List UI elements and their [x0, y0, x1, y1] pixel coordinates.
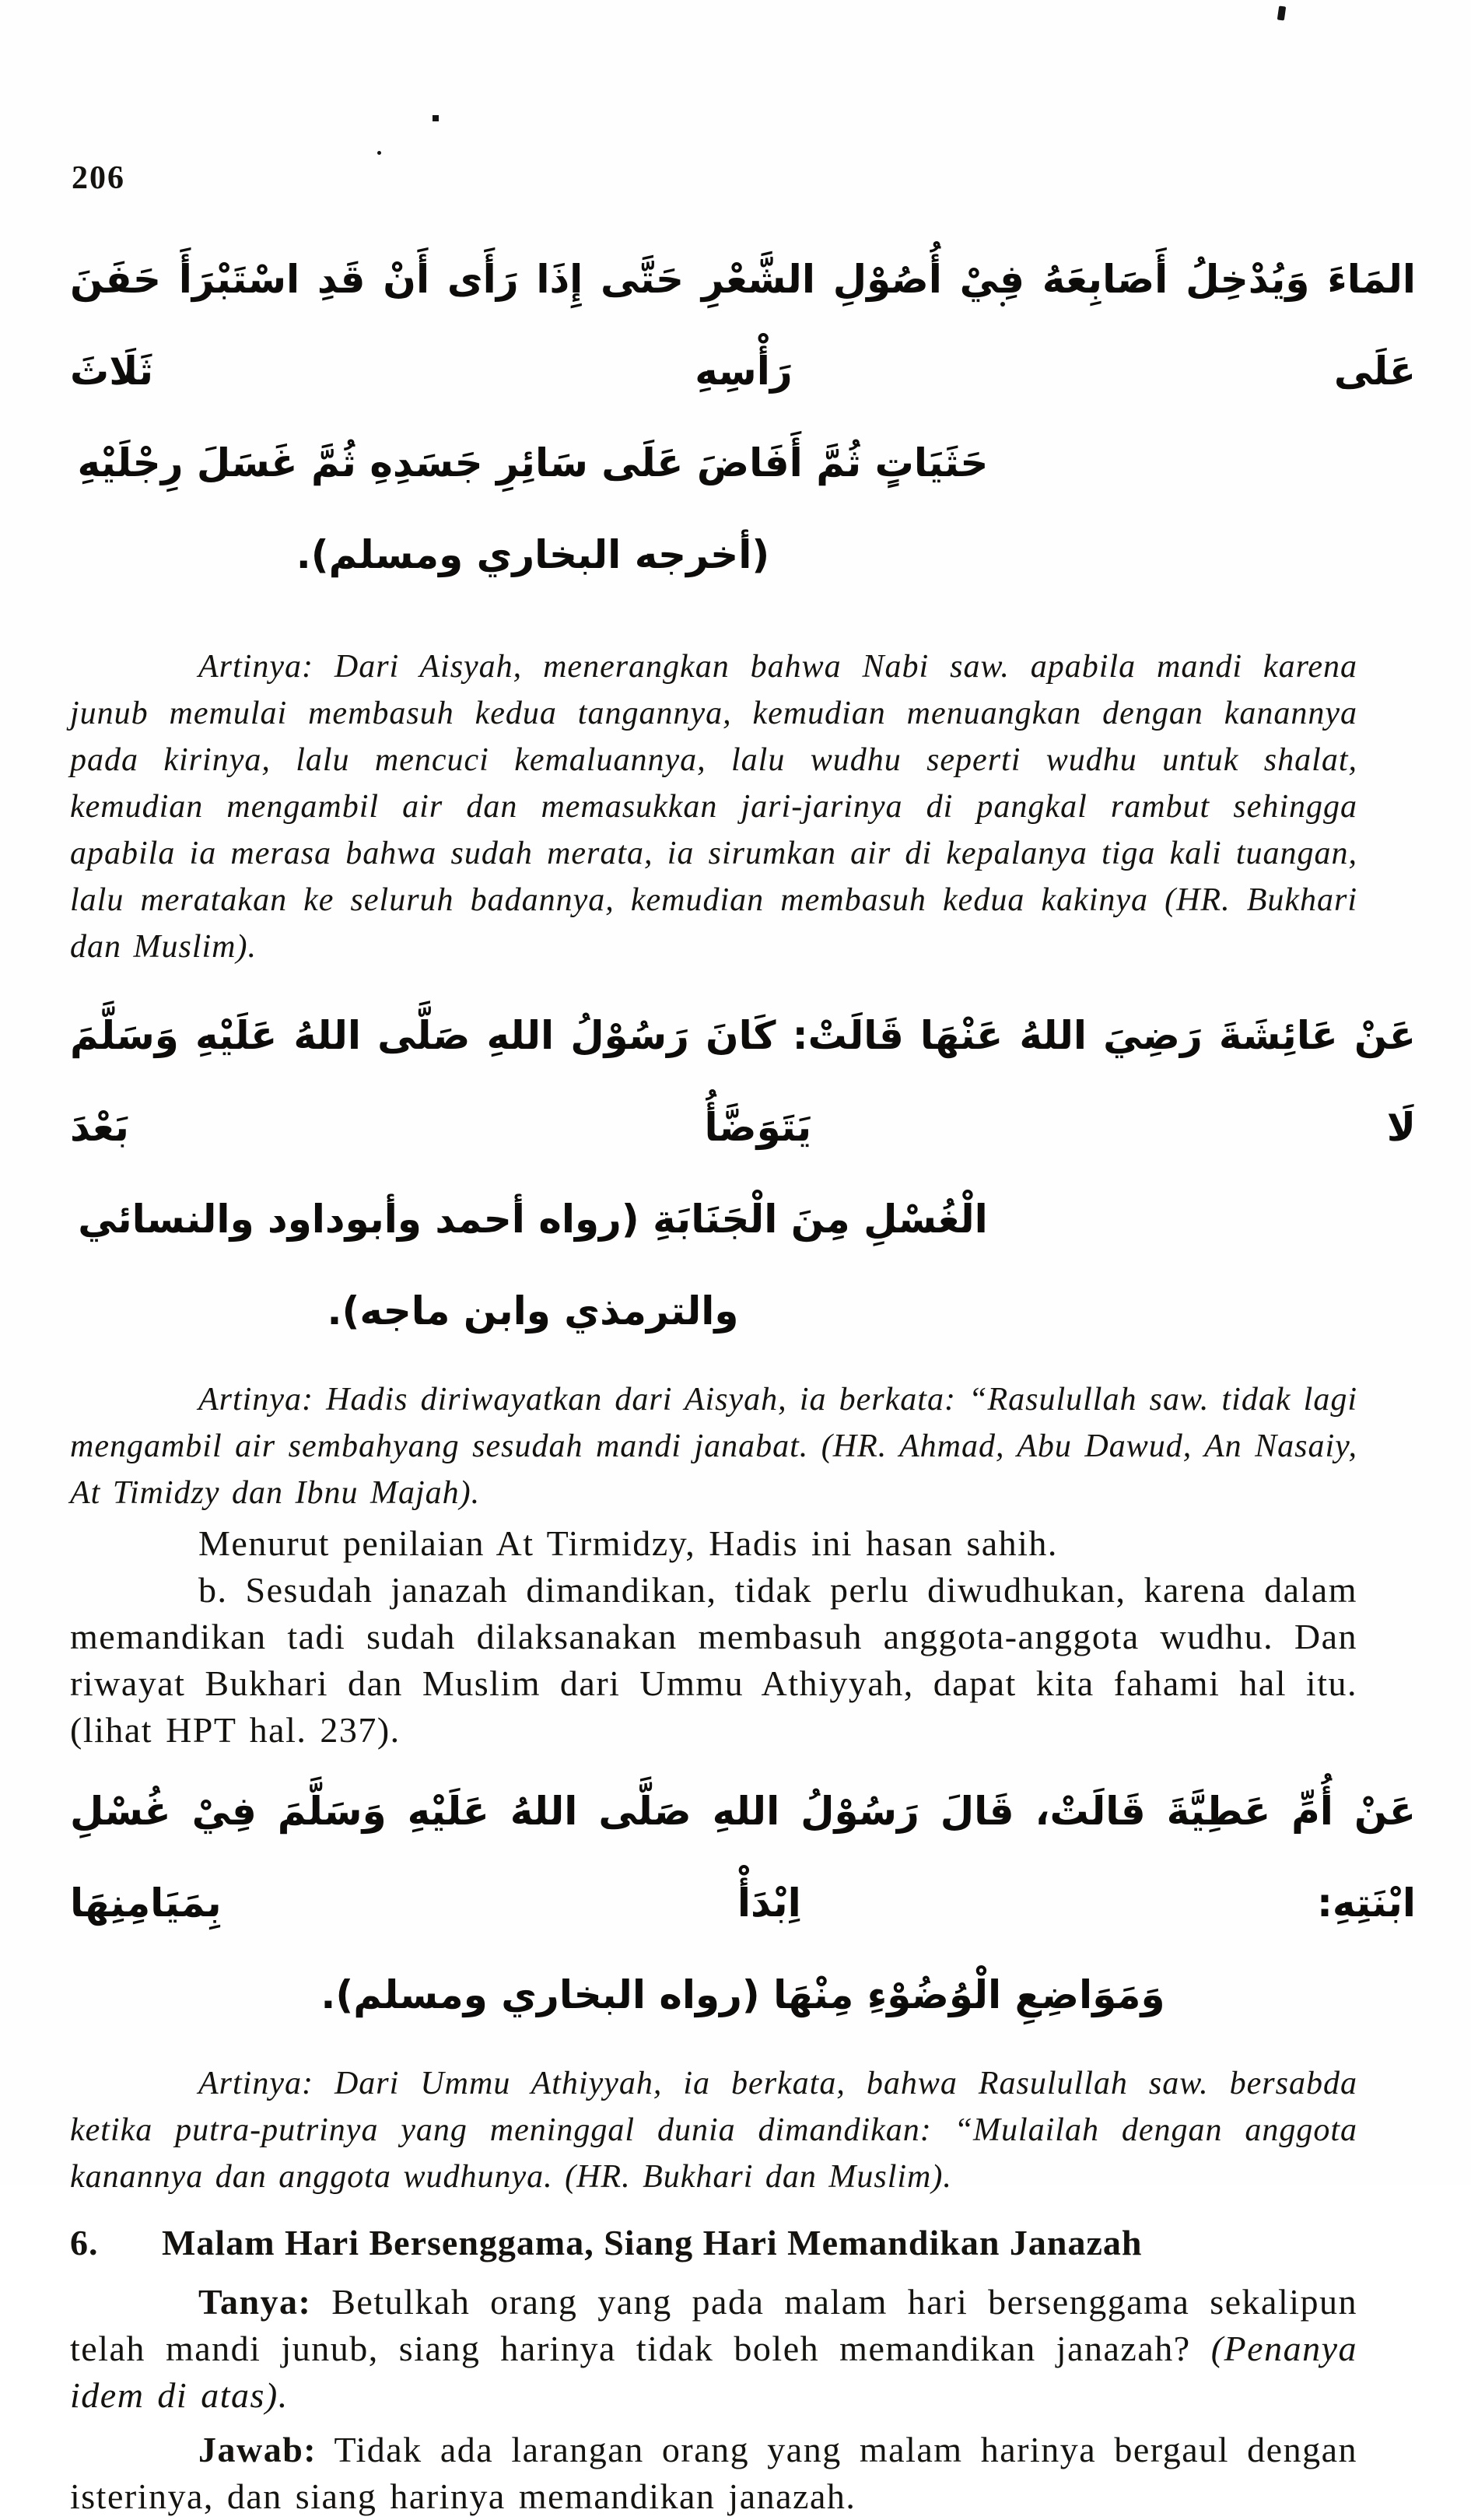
- section-number: 6.: [70, 2223, 99, 2262]
- arabic-text-line: المَاءَ وَيُدْخِلُ أَصَابِعَهُ فِيْ أُصُوْلِ الشَّعْرِ حَتَّى إِذَا رَأَى أَنْ قَدِ اسْتَبْرَأَ حَفَنَ عَلَى رَأْسِهِ ثَلَاثَ: [70, 257, 1416, 394]
- arabic-text-line: الْغُسْلِ مِنَ الْجَنَابَةِ (رواه أحمد وأبوداود والنسائي والترمذي وابن ماجه).: [78, 1197, 988, 1334]
- arabic-text-line: حَثَيَاتٍ ثُمَّ أَفَاضَ عَلَى سَائِرِ جَسَدِهِ ثُمَّ غَسَلَ رِجْلَيْهِ (أخرجه البخاري ومسلم).: [77, 440, 989, 577]
- section-6-heading: [70, 2222, 1357, 2263]
- page-content: [70, 0, 1416, 2520]
- answer-body: Tidak ada larangan orang yang malam harinya bergaul dengan isterinya, dan siang harinya memandikan janazah.: [70, 2430, 1357, 2516]
- question-label: Tanya:: [198, 2282, 312, 2322]
- hadith-ghusl-translation: Artinya: Dari Aisyah, menerangkan bahwa Nabi saw. apabila mandi karena junub memulai membasuh kedua tangannya, kemudian menuangkan dengan kanannya pada kirinya, lalu mencuci kemaluannya, lalu wudhu seperti wudhu untuk shalat, kemudian mengambil air dan memasukkan jari-jarinya di pangkal rambut sehingga apabila ia merasa bahwa sudah merata, ia sirumkan air di kepalanya tiga kali tuangan, lalu meratakan ke seluruh badannya, kemudian membasuh kedua kakinya (HR. Bukhari dan Muslim).: [70, 649, 1357, 965]
- hadith-umm-athiyyah-translation: Artinya: Dari Ummu Athiyyah, ia berkata, bahwa Rasulullah saw. bersabda ketika putra-putrinya yang meninggal dunia dimandikan: “Mulailah dengan anggota kanannya dan anggota wudhunya. (HR. Bukhari dan Muslim).: [70, 2066, 1357, 2195]
- section-title: Malam Hari Bersenggama, Siang Hari Memandikan Janazah: [162, 2223, 1143, 2262]
- page-number: 206: [72, 160, 125, 196]
- hadith-no-wudhu-arabic-block: [70, 990, 1416, 1357]
- hadith-umm-athiyyah-arabic-block: [70, 1765, 1416, 2041]
- point-b-paragraph: b. Sesudah janazah dimandikan, tidak perlu diwudhukan, karena dalam memandikan tadi sudah dilaksanakan membasuh anggota-anggota wudhu. Dan riwayat Bukhari dan Muslim dari Ummu Athiyyah, dapat kita fahami hal itu. (lihat HPT hal. 237).: [70, 1570, 1357, 1750]
- question-paragraph: [70, 2279, 1357, 2419]
- answer-label: Jawab:: [198, 2430, 317, 2469]
- tirmidzy-assessment-note: Menurut penilaian At Tirmidzy, Hadis ini hasan sahih.: [198, 1523, 1058, 1563]
- hadith-ghusl-arabic-block: [70, 233, 1416, 601]
- arabic-text-line: عَنْ أُمِّ عَطِيَّةَ قَالَتْ، قَالَ رَسُوْلُ اللهِ صَلَّى اللهُ عَلَيْهِ وَسَلَّمَ فِيْ غُسْلِ ابْنَتِهِ: اِبْدَأْ بِمَيَامِنِهَا: [70, 1789, 1416, 1926]
- question-source: (Penanya idem di atas).: [70, 2329, 1357, 2415]
- arabic-text-line: وَمَوَاضِعِ الْوُضُوْءِ مِنْهَا (رواه البخاري ومسلم).: [320, 1972, 1165, 2017]
- hadith-no-wudhu-translation: Artinya: Hadis diriwayatkan dari Aisyah, ia berkata: “Rasulullah saw. tidak lagi mengambil air sembahyang sesudah mandi janabat. (HR. Ahmad, Abu Dawud, An Nasaiy, At Timidzy dan Ibnu Majah).: [70, 1382, 1357, 1511]
- answer-paragraph: [70, 2427, 1357, 2520]
- arabic-text-line: عَنْ عَائِشَةَ رَضِيَ اللهُ عَنْهَا قَالَتْ: كَانَ رَسُوْلُ اللهِ صَلَّى اللهُ عَلَيْهِ وَسَلَّمَ لَا يَتَوَضَّأُ بَعْدَ: [70, 1013, 1416, 1150]
- question-body: Betulkah orang yang pada malam hari bersenggama sekalipun telah mandi junub, siang harinya tidak boleh memandikan janazah?: [70, 2282, 1357, 2368]
